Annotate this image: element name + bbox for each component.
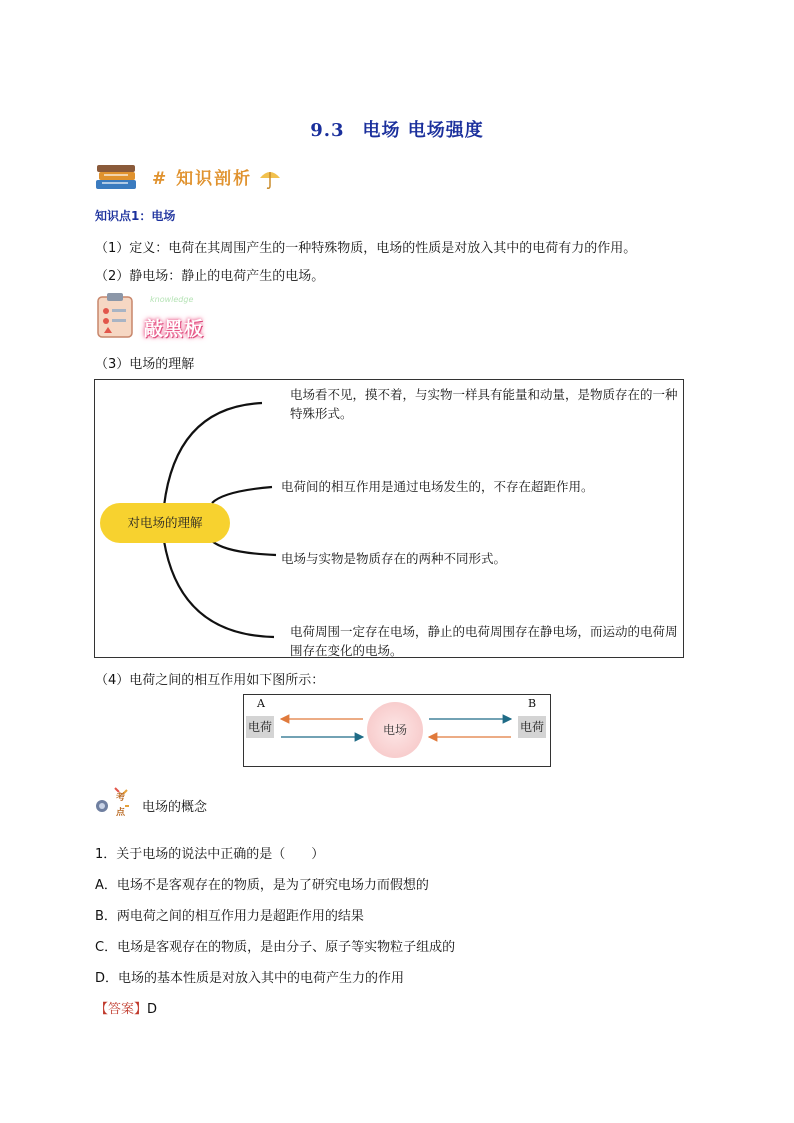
definition-line: （1）定义：电荷在其周围产生的一种特殊物质，电场的性质是对放入其中的电荷有力的作用。 <box>95 241 637 256</box>
understanding-heading: （3）电场的理解 <box>95 357 195 372</box>
option-c: C．电场是客观存在的物质，是由分子、原子等实物粒子组成的 <box>95 940 456 955</box>
answer-label: 【答案】 <box>95 1002 148 1017</box>
section-banner: # 知识剖析 <box>152 169 253 189</box>
topic-title: 电场的概念 <box>142 800 208 815</box>
clipboard-icon <box>94 291 138 339</box>
heiban-subtext: knowledge <box>150 295 194 304</box>
option-a: A．电场不是客观存在的物质，是为了研究电场力而假想的 <box>95 878 429 893</box>
electric-field-circle: 电场 <box>367 702 423 758</box>
interaction-arrows <box>243 694 551 767</box>
title-text: 电场 电场强度 <box>362 120 484 141</box>
mind-branch-2: 电荷间的相互作用是通过电场发生的，不存在超距作用。 <box>281 479 594 494</box>
interaction-heading: （4）电荷之间的相互作用如下图所示： <box>95 673 325 688</box>
option-d: D．电场的基本性质是对放入其中的电荷产生力的作用 <box>95 971 405 986</box>
mind-branch-3: 电场与实物是物质存在的两种不同形式。 <box>281 551 507 566</box>
exam-point-badge-icon <box>93 784 133 824</box>
option-b: B．两电荷之间的相互作用力是超距作用的结果 <box>95 909 364 924</box>
question-stem: 1．关于电场的说法中正确的是（ ） <box>95 847 325 862</box>
exam-badge-top: 考 <box>116 793 126 803</box>
charge-a-label: A <box>257 697 265 710</box>
exam-badge-bottom: 点 <box>116 808 126 818</box>
mind-branch-1: 电场看不见，摸不着，与实物一样具有能量和动量，是物质存在的一种特殊形式。 <box>290 387 678 421</box>
answer-line <box>95 998 157 1017</box>
charge-b-box: 电荷 <box>518 716 546 738</box>
page-title <box>0 116 794 142</box>
title-number: 9.3 <box>310 120 345 141</box>
static-field-line: （2）静电场：静止的电荷产生的电场。 <box>95 269 325 284</box>
mind-map-center: 对电场的理解 <box>100 503 230 543</box>
mind-branch-4: 电荷周围一定存在电场，静止的电荷周围存在静电场，而运动的电荷周围存在变化的电场。 <box>290 624 678 658</box>
charge-a-box: 电荷 <box>246 716 274 738</box>
umbrella-icon <box>258 166 282 190</box>
charge-b-label: B <box>528 697 537 710</box>
answer-value: D <box>147 1002 158 1017</box>
knowledge-point-label: 知识点1：电场 <box>95 209 176 223</box>
heiban-badge: 敲黑板 <box>144 318 205 340</box>
